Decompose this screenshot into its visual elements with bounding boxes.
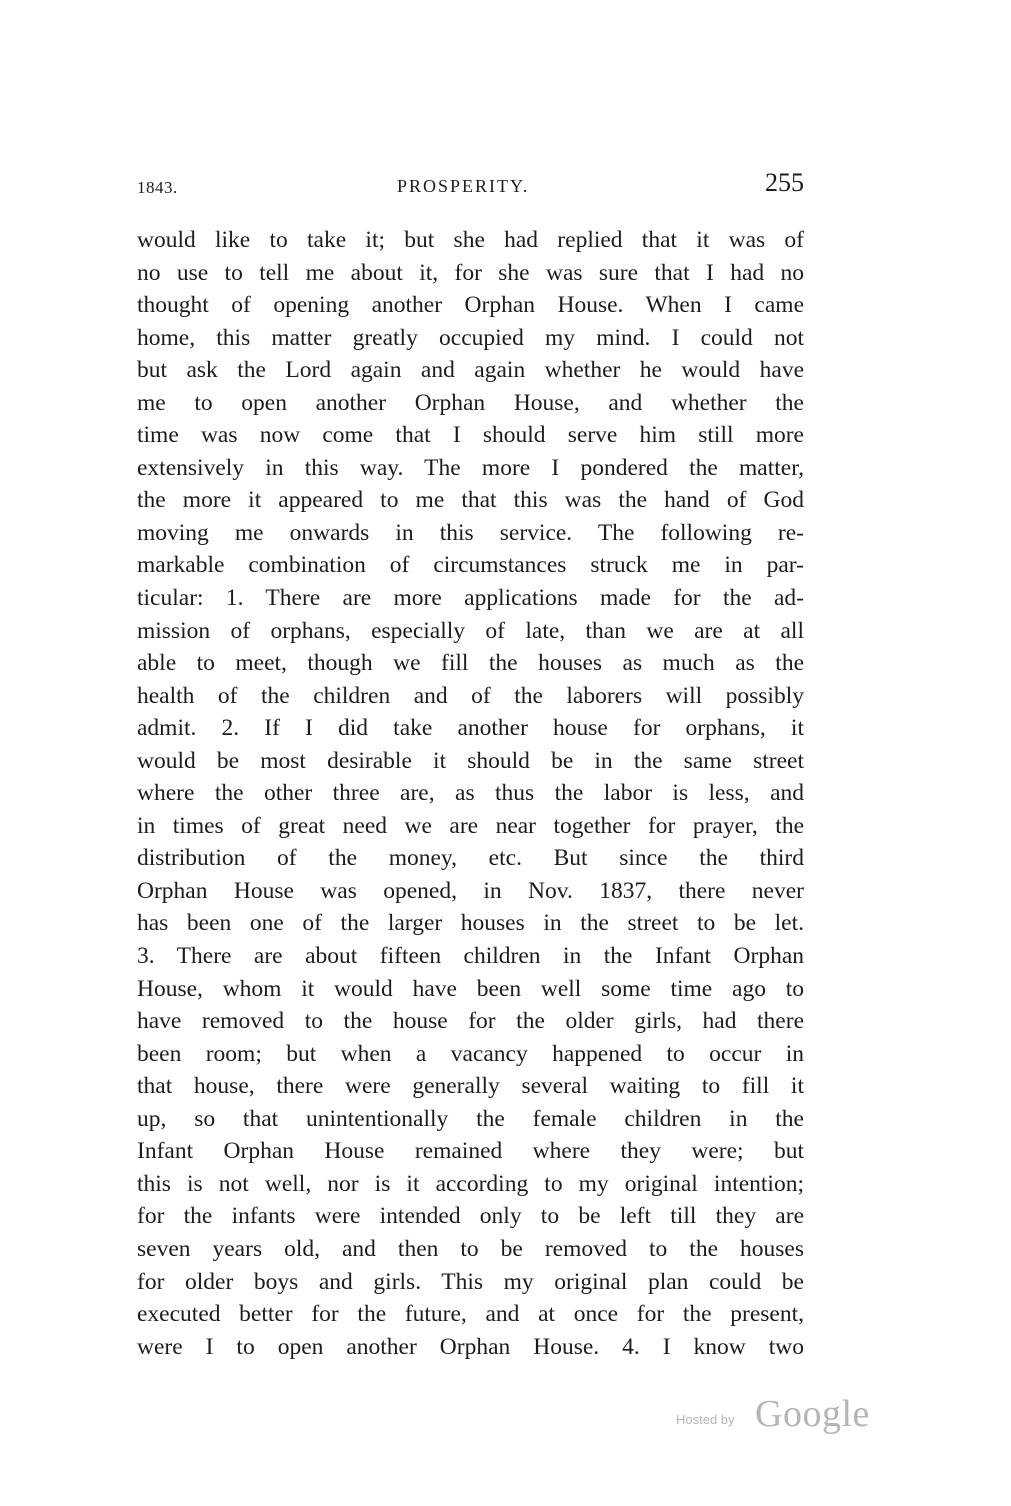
text-line: where the other three are, as thus the labor is less, and — [137, 780, 804, 807]
text-line: this is not well, nor is it according to my original intention; — [137, 1170, 804, 1197]
text-line: thought of opening another Orphan House. When I came — [137, 292, 804, 319]
text-line: up, so that unintentionally the female children in the — [137, 1105, 804, 1132]
google-logo: Google — [755, 1393, 870, 1435]
text-line: were I to open another Orphan House. 4. I know two — [137, 1333, 804, 1360]
text-line: Orphan House was opened, in Nov. 1837, there never — [137, 877, 804, 904]
running-head-title: PROSPERITY. — [397, 176, 530, 196]
text-line: markable combination of circumstances struck me in par- — [137, 552, 804, 579]
text-line: for older boys and girls. This my original plan could be — [137, 1268, 804, 1295]
text-line: but ask the Lord again and again whether he would have — [137, 357, 804, 384]
text-line: admit. 2. If I did take another house for orphans, it — [137, 715, 804, 742]
text-line: able to meet, though we fill the houses as much as the — [137, 650, 804, 677]
text-line: the more it appeared to me that this was the hand of God — [137, 487, 804, 514]
text-line: distribution of the money, etc. But since the third — [137, 845, 804, 872]
text-line: that house, there were generally several waiting to fill it — [137, 1073, 804, 1100]
page-number: 255 — [765, 168, 804, 197]
text-line: have removed to the house for the older girls, had there — [137, 1008, 804, 1035]
text-line: for the infants were intended only to be left till they are — [137, 1203, 804, 1230]
text-line: me to open another Orphan House, and whether the — [137, 389, 804, 416]
text-line: seven years old, and then to be removed to the houses — [137, 1235, 804, 1262]
text-line: House, whom it would have been well some time ago to — [137, 975, 804, 1002]
text-line: has been one of the larger houses in the street to be let. — [137, 910, 804, 937]
text-line: 3. There are about fifteen children in the Infant Orphan — [137, 943, 804, 970]
body-text — [137, 224, 804, 1363]
hosted-by-google-watermark — [676, 1392, 886, 1436]
text-line: Infant Orphan House remained where they were; but — [137, 1138, 804, 1165]
text-line: time was now come that I should serve him still more — [137, 422, 804, 449]
text-line: moving me onwards in this service. The following re- — [137, 519, 804, 546]
text-line: mission of orphans, especially of late, than we are at all — [137, 617, 804, 644]
text-line: health of the children and of the laborers will possibly — [137, 682, 804, 709]
text-line: executed better for the future, and at once for the present, — [137, 1301, 804, 1328]
text-line: would be most desirable it should be in the same street — [137, 747, 804, 774]
running-head-year: 1843. — [137, 178, 178, 197]
text-line: ticular: 1. There are more applications made for the ad- — [137, 585, 804, 612]
text-line: no use to tell me about it, for she was sure that I had no — [137, 259, 804, 286]
text-line: would like to take it; but she had replied that it was of — [137, 227, 804, 253]
running-head — [137, 168, 804, 202]
text-line: extensively in this way. The more I pondered the matter, — [137, 454, 804, 481]
text-line: been room; but when a vacancy happened to occur in — [137, 1040, 804, 1067]
text-line: home, this matter greatly occupied my mind. I could not — [137, 324, 804, 351]
watermark-hosted-by: Hosted by — [676, 1412, 735, 1427]
text-line: in times of great need we are near together for prayer, the — [137, 812, 804, 839]
